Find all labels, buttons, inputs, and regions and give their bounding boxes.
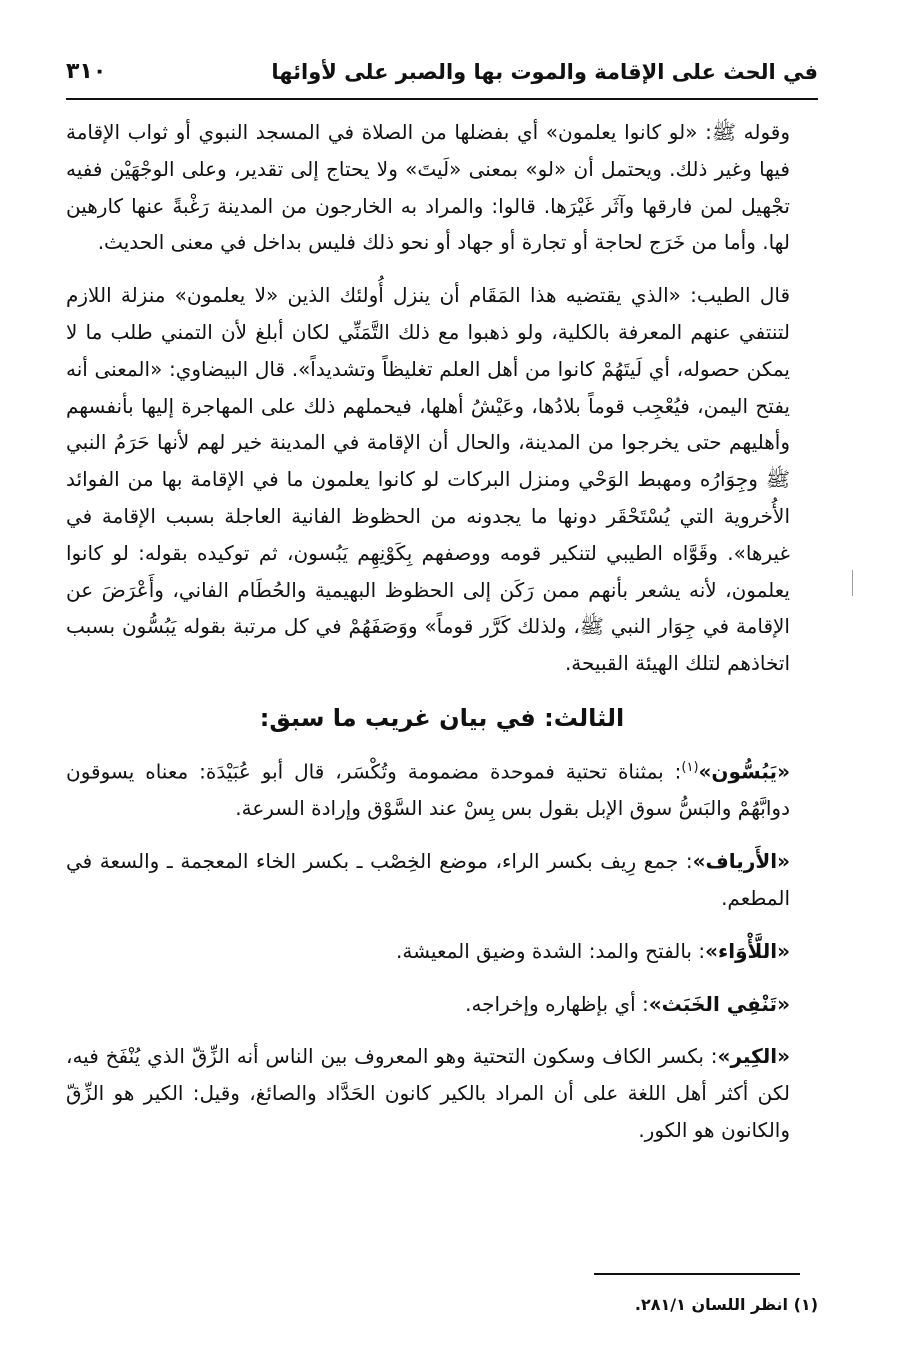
gloss-term: «الأَرياف» (692, 849, 790, 874)
page-header (66, 52, 818, 100)
gloss-entry-lawa (66, 933, 818, 970)
running-title: في الحث على الإقامة والموت بها والصبر على لأوائها (271, 60, 818, 84)
gloss-term: «اللَّأْوَاء» (705, 938, 790, 963)
paragraph-commentary-1: وقوله ﷺ: «لو كانوا يعلمون» أي بفضلها من الصلاة في المسجد النبوي أو ثواب الإقامة فيها وغير ذلك. ويحتمل أن «لو» بمعنى «لَيتَ» ولا يحتاج إلى تقدير، وعلى الوجْهَيْن ففيه تجْهيل لمن فارقها وآثَر غَيْرَها. قالوا: والمراد به الخارجون من المدينة رَغْبةً عنها كارهين لها. وأما من خَرَج لحاجة أو تجارة أو جهاد أو نحو ذلك فليس بداخل في معنى الحديث. (66, 120, 790, 255)
gloss-definition: : بكسر الكاف وسكون التحتية وهو المعروف بين الناس أنه الزِّقّ الذي يُنْفَخ فيه، لكن أكثر أهل اللغة على أن المراد بالكير كانون الحَدَّاد والصائغ، وقيل: الكير هو الزِّقّ والكانون هو الكور. (66, 1044, 790, 1142)
footnote: (١) انظر اللسان ٢٨١/١. (634, 1295, 818, 1314)
gloss-term: «الكِير» (717, 1044, 790, 1069)
gloss-entry-aryaf (66, 843, 818, 917)
footnote-divider (594, 1273, 800, 1275)
gloss-term: «يَبُسُّون» (698, 759, 790, 784)
gloss-definition: : بالفتح والمد: الشدة وضيق المعيشة. (396, 938, 706, 963)
gloss-term: «تَنْفِي الخَبَث» (648, 991, 790, 1016)
section-heading: الثالث: في بيان غريب ما سبق: (259, 703, 625, 732)
gloss-entry-tanfi (66, 986, 818, 1023)
page-number: ٣١٠ (66, 59, 107, 84)
footnote-ref: (١) (681, 759, 699, 775)
scan-artifact-mark (852, 570, 853, 596)
page-body (66, 114, 818, 1165)
gloss-definition: : أي بإظهاره وإخراجه. (465, 991, 649, 1016)
gloss-entry-yabussun (66, 750, 818, 827)
gloss-entry-kir (66, 1038, 818, 1148)
paragraph-commentary-2: قال الطيب: «الذي يقتضيه هذا المَقَام أن ينزل أُولئك الذين «لا يعلمون» منزلة اللازم لتنتفي عنهم المعرفة بالكلية، ولو ذهبوا مع ذلك التَّمَنِّي لكان أبلغ لأن التمني طلب ما لا يمكن حصوله، أي لَيتَهُمْ كانوا من أهل العلم تغليظاً وتشديداً». قال البيضاوي: «المعنى أنه يفتح اليمن، فيُعْجِب قوماً بلادُها، وعَيْشُ أهلها، فيحملهم ذلك على المهاجرة إليها بأنفسهم وأهليهم حتى يخرجوا من المدينة، والحال أن الإقامة في المدينة خير لهم لأنها حَرَمُ النبي ﷺ وجِوَارُه ومهبط الوَحْي ومنزل البركات لو كانوا يعلمون ما في الإقامة بها من الفوائد الأُخروية التي يُسْتَحْقَر دونها ما يجدونه من الحظوظ الفانية العاجلة بسبب الإقامة في غيرها». وقَوَّاه الطيبي لتنكير قومه ووصفهم بِكَوْنِهِم يَبُسون، ثم توكيده بقوله: لو كانوا يعلمون، لأنه يشعر بأنهم ممن رَكَن إلى الحظوظ البهيمية والحُطَام الفاني، وأَعْرَضَ عن الإقامة في جِوَار النبي ﷺ، ولذلك كَرَّر قوماً» ووَصَفَهُمْ في كل مرتبة بقوله يَبُسُّون بسبب اتخاذهم لتلك الهيئة القبيحة. (66, 283, 790, 676)
gloss-definition: : بمثناة تحتية فموحدة مضمومة وتُكْسَر، قال أبو عُبَيْدَة: معناه يسوقون دوابَّهُمْ والبَسُّ سوق الإبل بقول بس بِسْ عند السَّوْق وإرادة السرعة. (66, 759, 790, 821)
gloss-definition: : جمع رِيف بكسر الراء، موضع الخِصْب ـ بكسر الخاء المعجمة ـ والسعة في المطعم. (66, 849, 790, 910)
